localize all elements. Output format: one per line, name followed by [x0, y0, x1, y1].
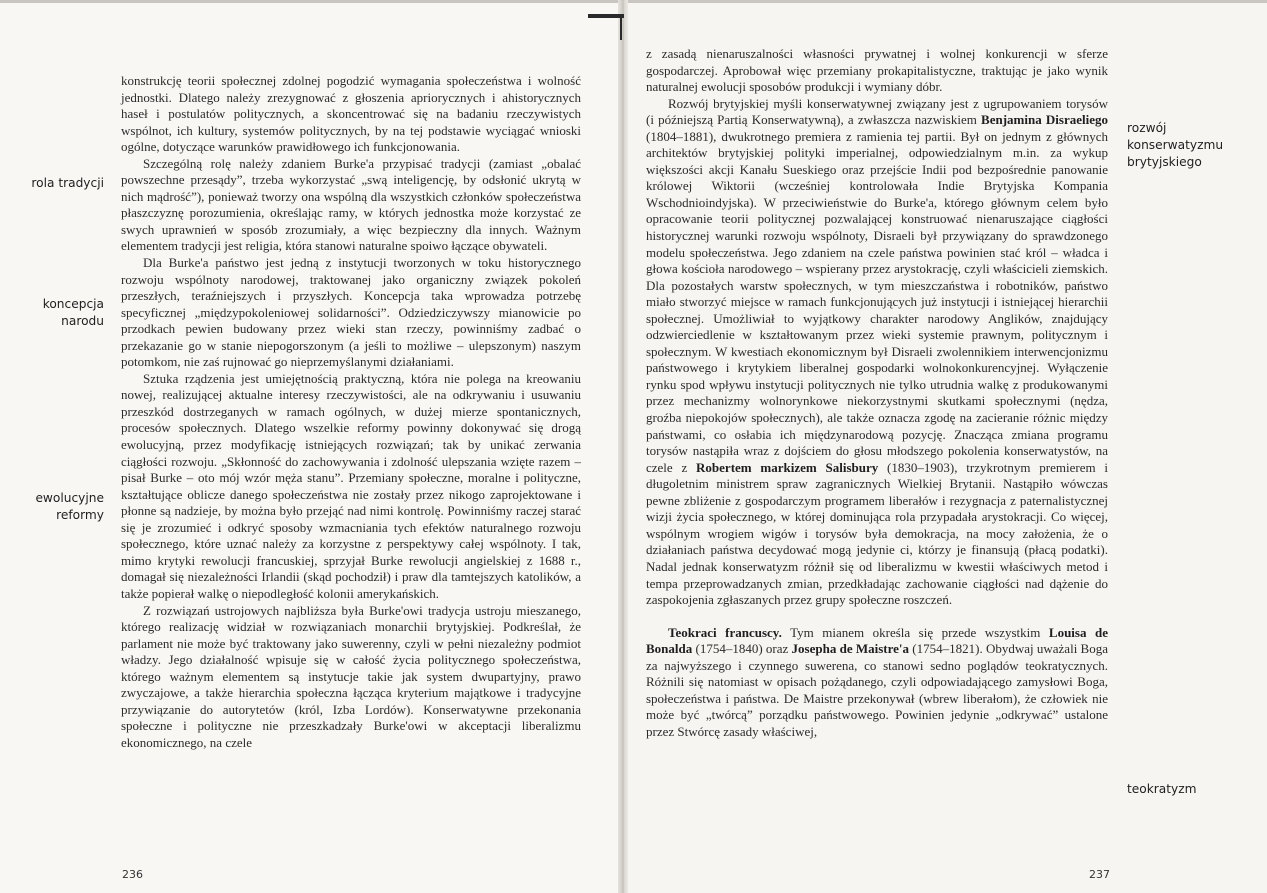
margin-note-nation: koncepcja narodu — [42, 297, 104, 328]
paragraph: Dla Burke'a państwo jest jedną z instytucji tworzonych w toku historycznego rozwoju wspólnoty narodowej, traktowanej jako organiczny związek pokoleń przeszłych, teraźniejszych i przyszłych. Koncepcja taka wprowadza potrzebę specyficznej „międzypokoleniowej solidarności”. Odziedziczywszy mianowicie po przodkach pewien budowany przez wieki stan rzeczy, powinniśmy zadbać o przekazanie go w stanie niepogorszonym (a jeśli to możliwe – ulepszonym) naszym potomkom, nie zaś rujnować go nieprzemyślanymi działaniami. — [121, 255, 581, 370]
text-run: (1804–1881), dwukrotnego premiera z ramienia tej partii. Był on jednym z głównych architektów brytyjskiej polityki imperialnej, odpowiedzialnym m.in. za wykup większości akcji Kanału Sueskiego oraz przejście Indii pod bezpośrednie panowanie królowej Wiktorii (wcześniej kontrolowała Indie Brytyjska Kompania Wschodnioindyjska). W przeciwieństwie do Burke'a, którego głównym celem było opracowanie teorii politycznej pozwalającej konstruować nienaruszające ciągłości historycznej warunki rozwoju wspólnoty, Disraeli był przywiązany do sprawdzonego modelu społeczeństwa. Jego zdaniem na czele państwa powinien stać król – władca i głowa kościoła narodowego – wspierany przez arystokrację, czyli właścicieli ziemskich. Dla pozostałych warstw społecznych, w tym mieszczaństwa i robotników, państwo miało stworzyć miejsce w ramach funkcjonujących już instytucji i istniejącej hierarchii społecznej. Umożliwiał to wyjątkowy charakter narodowy Anglików, znajdujący odzwierciedlenie w kształtowanym przez wieki systemie prawnym, politycznym i społecznym. W kwestiach ekonomicznym był Disraeli zwolennikiem interwencjonizmu państwowego i krytykiem liberalnej gospodarki wolnokonkurencyjnej. Wyłączenie rynku spod wpływu instytucji politycznych nie tylko utrudnia walkę z produkowanymi przez mechanizmy wolnorynkowe niekorzystnymi skutkami społecznymi (nędza, groźba niepokojów społecznych), ale także oznacza zgodę na zacieranie różnic między państwami, co osłabia ich międzynarodową pozycję. Znacząca zmiana programu torysów nastąpiła wraz z dojściem do głosu młodszego pokolenia konserwatystów, na czele z — [646, 128, 1108, 475]
page-number-right: 237 — [1089, 868, 1110, 881]
paragraph-theocrats — [646, 625, 1108, 741]
margin-note-tradition: rola tradycji — [31, 176, 104, 190]
person-name-maistre: Josepha de Maistre'a — [791, 641, 910, 657]
text-run: (1830–1903), trzykrotnym premierem i długoletnim ministrem spraw zagranicznych Wielkiej Brytanii. Nastąpiło wówczas pewne zbliżenie z gospodarczym programem liberałów i rezygnacja z paternalistycznej wizji życia społecznego, w której dominująca rola przypadała arystokracji. Co więcej, wspólnym wrogiem wigów i torysów była demokracja, na mocy założenia, że o działaniach państwa decydować mogą jedynie ci, którzy je finansują (płacą podatki). Nadal jednak konserwatyzm różnił się od liberalizmu w kwestii właściwych metod i tempa przeprowadzanych zmian, przedkładając zachowanie ciągłości nad dążenie do zaspokojenia zgłaszanych przez grupy społeczne roszczeń. — [646, 459, 1109, 608]
right-page-top-edge — [628, 0, 1267, 3]
book-gutter — [618, 0, 628, 893]
paragraph: z zasadą nienaruszalności własności prywatnej i wolnej konkurencji w sferze gospodarczej. Aprobował więc przemiany prokapitalistyczne, traktując je jako wynik naturalnej ewolucji sposobów produkcji i wymiany dóbr. — [646, 46, 1108, 95]
text-run: Rozwój brytyjskiej myśli konserwatywnej związany jest z ugrupowaniem torysów (i późniejszą Partią Konserwatywną), a zwłaszcza nazwiskiem — [646, 95, 1108, 128]
person-name-disraeli: Benjamina Disraeliego — [981, 112, 1108, 128]
margin-note-theocracy: teokratyzm — [1127, 782, 1197, 796]
gutter-mark-vertical — [620, 14, 622, 40]
paragraph — [646, 96, 1108, 609]
paragraph: Szczególną rolę należy zdaniem Burke'a przypisać tradycji (zamiast „obalać powszechne przesądy”, trzeba wykorzystać „swą inteligencję, by odsłonić ukrytą w nich mądrość”), ponieważ tworzy ona wspólną dla wszystkich członków społeczeństwa płaszczyznę porozumienia, określając ramy, w których jednostka może korzystać ze swych uprawnień w sposób zrozumiały, a więc bezpieczny dla innych. Ważnym elementem tradycji jest religia, która stanowi naturalne spoiwo łączące obywateli. — [121, 155, 581, 254]
section-heading-theocrats: Teokraci francuscy. — [668, 624, 782, 640]
text-run: (1754–1821). Obydwaj uważali Boga za najwyższego i czynnego suwerena, co stanowi sedno poglądów teokratycznych. Różnili się natomiast w opisach pożądanego, czyli odpowiadającego zamysłowi Boga, społeczeństwa i państwa. De Maistre przekonywał (wbrew liberałom), że człowiek nie może być „twórcą” porządku państwowego. Powinien jedynie „odkrywać” ustalone przez Stwórcę zasady właściwej, — [646, 641, 1108, 739]
text-run: (1754–1840) oraz — [692, 641, 792, 657]
right-page-body — [646, 46, 1108, 740]
person-name-bonald: Louisa de Bonalda — [646, 624, 1108, 657]
gutter-mark — [588, 14, 624, 18]
paragraph: Sztuka rządzenia jest umiejętnością praktyczną, która nie polega na kreowaniu nowej, realizującej aktualne interesy rzeczywistości, ale na odkrywaniu i usuwaniu przeszkód dostrzeganych w ramach ogólnych, w dużej mierze spontanicznych, procesów społecznych. Dlatego wszelkie reformy powinny dokonywać się drogą ewolucyjną, przez modyfikację istniejących rozwiązań; tak by unikać zerwania ciągłości rozwoju. „Skłonność do zachowywania i zdolność ulepszania wzięte razem – pisał Burke – oto mój wzór męża stanu”. Przemiany społeczne, moralne i polityczne, kształtujące oblicze danego społeczeństwa nie zostały przez nikogo zaprojektowane i płonne są nadzieje, by można było przejąć nad nimi kontrolę. Powinniśmy raczej starać się je zrozumieć i odkryć sposoby wzmacniania tych efektów naturalnego rozwoju społecznego, które uznać należy za korzystne z perspektywy całej wspólnoty. I tak, mimo krytyki rewolucji francuskiej, sprzyjał Burke rewolucji angielskiej z 1688 r., domagał się niezależności Irlandii (skąd pochodził) i praw dla tamtejszych katolików, a także popierał walkę o niepodległość kolonii amerykańskich. — [121, 370, 581, 601]
margin-note-reforms: ewolucyjne reformy — [35, 491, 104, 522]
person-name-salisbury: Robertem markizem Salisbury — [696, 459, 879, 475]
left-page-body — [121, 73, 581, 751]
margin-note-british-conservatism: rozwój konserwatyzmu brytyjskiego — [1127, 121, 1224, 169]
page-number-left: 236 — [122, 868, 143, 881]
left-page-top-edge — [0, 0, 618, 3]
paragraph: Z rozwiązań ustrojowych najbliższa była Burke'owi tradycja ustroju mieszanego, którego realizację widział w rozwiązaniach monarchii brytyjskiej. Podkreślał, że parlament nie może być traktowany jako suwerenny, czyli w pełni niezależny podmiot władzy. Jego działalność wpisuje się w całość życia politycznego społeczeństwa, którego ważnym elementem są instytucje takie jak system dwupartyjny, prawo zwyczajowe, a także hierarchia społeczna łącząca kryterium majątkowe i tradycyjne przywiązanie do autorytetów (król, Izba Lordów). Konserwatywne przekonania społeczne i polityczne nie przeszkadzały Burke'owi w akceptacji liberalizmu ekonomicznego, na czele — [121, 602, 581, 750]
paragraph: konstrukcję teorii społecznej zdolnej pogodzić wymagania społeczeństwa i wolność jednostki. Dlatego należy zrezygnować z głoszenia apriorycznych i ahistorycznych haseł i postulatów politycznych, a skoncentrować się na badaniu rzeczywistych wspólnot, ich kultury, systemów politycznych, by na tej podstawie wyciągać wnioski ogólne, dotyczące warunków prawidłowego ich funkcjonowania. — [121, 73, 581, 155]
text-run: Tym mianem określa się przede wszystkim — [781, 624, 1049, 640]
